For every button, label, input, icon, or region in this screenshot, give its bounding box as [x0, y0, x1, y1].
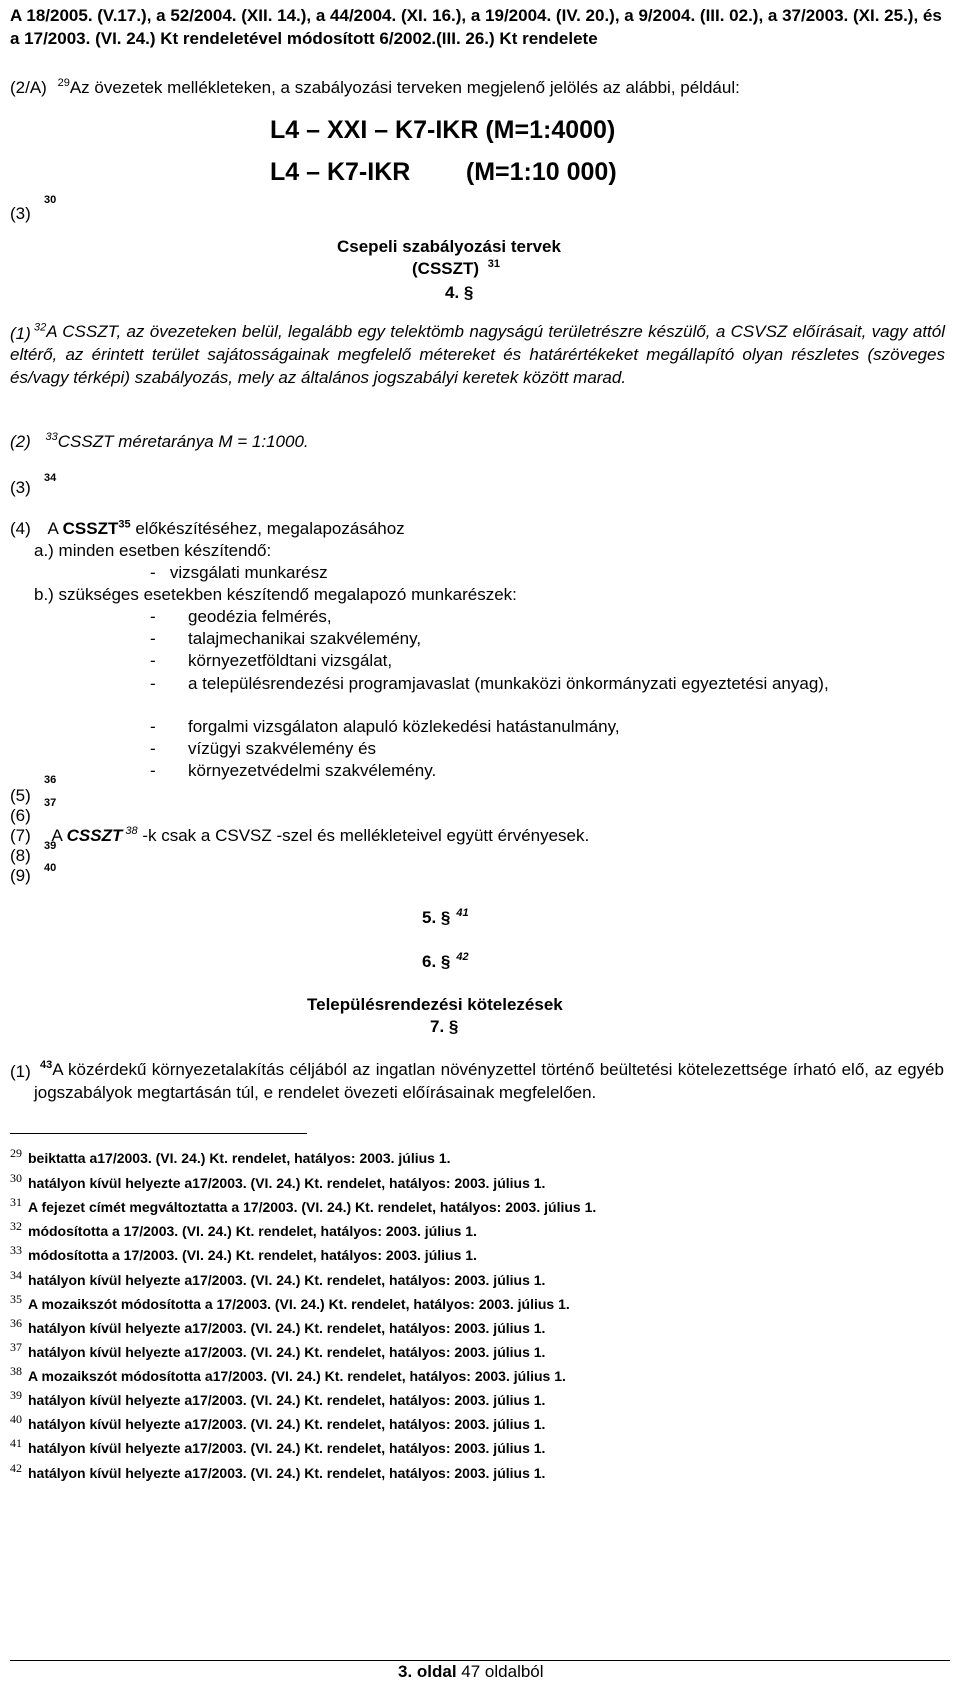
list-b-item: - környezetvédelmi szakvélemény. [150, 761, 437, 780]
footnote-item [10, 1340, 545, 1360]
footnote-ref: 40 [44, 862, 57, 874]
footnote-text: hatályon kívül helyezte a17/2003. (VI. 24.) Kt. rendelet, hatályos: 2003. július 1. [28, 1465, 546, 1481]
footnote-number: 36 [10, 1316, 22, 1330]
footnote-number: 29 [10, 1146, 22, 1160]
p7-abbrev: CSSZT [66, 826, 123, 845]
list-b-item-text: geodézia felmérés, [188, 607, 332, 626]
paragraph-4-lead [10, 519, 405, 539]
footnote-item [10, 1364, 566, 1384]
footnote-text: hatályon kívül helyezte a17/2003. (VI. 24.) Kt. rendelet, hatályos: 2003. július 1. [28, 1344, 546, 1360]
footnote-text: hatályon kívül helyezte a17/2003. (VI. 24.) Kt. rendelet, hatályos: 2003. július 1. [28, 1272, 546, 1288]
footnote-number: 30 [10, 1171, 22, 1185]
list-b-item-text: vízügyi szakvélemény és [188, 739, 377, 758]
page-indicator [398, 1662, 544, 1682]
footnote-number: 40 [10, 1412, 22, 1426]
footnote-item [10, 1412, 545, 1432]
footnote-number: 33 [10, 1243, 22, 1257]
paragraph-7 [10, 826, 589, 846]
paragraph-heading-5 [422, 908, 469, 928]
lead-text-rest: előkészítéséhez, megalapozásához [130, 519, 405, 538]
heading-label: 6. § [422, 952, 451, 971]
footnote-number: 39 [10, 1388, 22, 1402]
footnote-text: módosította a 17/2003. (VI. 24.) Kt. rendelet, hatályos: 2003. július 1. [28, 1223, 477, 1239]
paragraph-number: (1) [10, 1062, 31, 1081]
zoning-formula-1: L4 – XXI – K7-IKR (M=1:4000) [270, 116, 616, 144]
footnote-text: A fejezet címét megváltoztatta a 17/2003. (VI. 24.) Kt. rendelet, hatályos: 2003. július 1. [28, 1199, 597, 1215]
paragraph-text: CSSZT méretaránya M = 1:1000. [57, 432, 309, 451]
chapter-abbrev: (CSSZT) [412, 259, 480, 278]
footnote-ref: 36 [44, 774, 57, 786]
footnote-ref: 43 [40, 1059, 53, 1072]
footnote-number: 32 [10, 1219, 22, 1233]
lead-text: A [47, 519, 63, 538]
page-total: 47 oldalból [456, 1662, 544, 1681]
footnote-ref: 39 [44, 840, 57, 852]
list-b-item: - geodézia felmérés, [150, 607, 332, 626]
footnote-item [10, 1171, 545, 1191]
paragraph-number: (2/A) [10, 78, 47, 97]
list-b-item: - környezetföldtani vizsgálat, [150, 651, 393, 670]
p7-text-rest: -k csak a CSVSZ -szel és mellékleteivel együtt érvényesek. [137, 826, 590, 845]
footnote-text: beiktatta a17/2003. (VI. 24.) Kt. rendelet, hatályos: 2003. július 1. [28, 1150, 451, 1166]
paragraph-number: (7) [10, 826, 31, 845]
footnote-text: A mozaikszót módosította a 17/2003. (VI. 24.) Kt. rendelet, hatályos: 2003. július 1. [28, 1296, 570, 1312]
footnote-item [10, 1461, 545, 1481]
footnote-ref: 32 [34, 321, 47, 334]
paragraph-heading-4: 4. § [445, 283, 474, 302]
paragraph-7-1 [34, 1058, 944, 1104]
footnote-text: A mozaikszót módosította a17/2003. (VI. 24.) Kt. rendelet, hatályos: 2003. július 1. [28, 1368, 566, 1384]
page-number: 3. oldal [398, 1662, 457, 1681]
paragraph-6-number: (6) [10, 806, 31, 825]
footnote-ref: 34 [44, 472, 57, 484]
footnote-ref: 31 [487, 258, 501, 271]
zoning-formula-2: L4 – K7-IKR (M=1:10 000) [270, 158, 617, 186]
list-b-item-text: környezetföldtani vizsgálat, [188, 651, 393, 670]
footnote-item [10, 1219, 477, 1239]
list-b-item-text: környezetvédelmi szakvélemény. [188, 761, 437, 780]
paragraph-number: (2) [10, 432, 31, 451]
footnote-ref: 41 [456, 907, 469, 920]
paragraph-number: (1) [10, 324, 31, 343]
document-header: A 18/2005. (V.17.), a 52/2004. (XII. 14.), a 44/2004. (XI. 16.), a 19/2004. (IV. 20.), a 9/2004. (III. 02.), a 37/2003. (XI. 25.), és a 17/2003. (VI. 24.) Kt rendeletével módosított 6/2002.(III. 26.) Kt rendelete [10, 6, 942, 48]
footnote-number: 42 [10, 1461, 22, 1475]
paragraph-text: Az övezetek mellékleteken, a szabályozási terveken megjelenő jelölés az alábbi, például: [69, 78, 740, 97]
footnote-text: hatályon kívül helyezte a17/2003. (VI. 24.) Kt. rendelet, hatályos: 2003. július 1. [28, 1392, 546, 1408]
footnote-number: 34 [10, 1268, 22, 1282]
chapter-title: Településrendezési kötelezések [307, 995, 563, 1014]
list-a-item: - vizsgálati munkarész [150, 563, 328, 582]
list-a-label: a.) minden esetben készítendő: [34, 541, 272, 560]
footnote-text: hatályon kívül helyezte a17/2003. (VI. 24.) Kt. rendelet, hatályos: 2003. július 1. [28, 1416, 546, 1432]
paragraph-number: (4) [10, 519, 31, 538]
footnote-item [10, 1388, 545, 1408]
footnote-text: hatályon kívül helyezte a17/2003. (VI. 24.) Kt. rendelet, hatályos: 2003. július 1. [28, 1320, 546, 1336]
footnote-number: 37 [10, 1340, 22, 1354]
footnote-item [10, 1436, 545, 1456]
lead-abbrev: CSSZT [62, 519, 119, 538]
footnote-ref: 35 [118, 518, 131, 531]
paragraph-3a-number: (3) [10, 204, 31, 223]
paragraph-8-number: (8) [10, 846, 31, 865]
footnote-ref: 33 [45, 431, 58, 444]
footnote-number: 38 [10, 1364, 22, 1378]
paragraph-text: A CSSZT, az övezeteken belül, legalább egy telektömb nagyságú területrészre készülő, a CSVSZ előírásait, vagy attól eltérő, az érintett terület sajátosságainak megfelelő métereket és határértékeket megállapító olyan részletes (szöveges és/vagy térképi) szabályozás, mely az általános jogszabályi keretek között marad. [10, 322, 945, 387]
list-b-item-text: a településrendezési programjavaslat (munkaközi önkormányzati egyeztetési anyag), [188, 674, 829, 693]
footnote-ref: 42 [456, 951, 469, 964]
heading-label: 5. § [422, 908, 451, 927]
paragraph-3-number: (3) [10, 478, 31, 497]
list-b-item: - talajmechanikai szakvélemény, [150, 629, 422, 648]
footnote-number: 31 [10, 1195, 22, 1209]
paragraph-2a [10, 78, 740, 98]
paragraph-5-number: (5) [10, 786, 31, 805]
footnote-item [10, 1292, 570, 1312]
footnote-text: hatályon kívül helyezte a17/2003. (VI. 24.) Kt. rendelet, hatályos: 2003. július 1. [28, 1175, 546, 1191]
paragraph-heading-7: 7. § [430, 1017, 459, 1036]
paragraph-text: A közérdekű környezetalakítás céljából az ingatlan növényzettel történő beültetési kötelezettsége írható elő, az egyéb jogszabályok megtartásán túl, e rendelet övezeti előírásainak megfelelően. [34, 1060, 944, 1102]
footnote-item [10, 1268, 545, 1288]
footnote-text: hatályon kívül helyezte a17/2003. (VI. 24.) Kt. rendelet, hatályos: 2003. július 1. [28, 1440, 546, 1456]
list-b-item-text: talajmechanikai szakvélemény, [188, 629, 422, 648]
footnote-separator [10, 1133, 307, 1134]
p7-text: A [51, 826, 67, 845]
footnote-number: 35 [10, 1292, 22, 1306]
footnote-text: módosította a 17/2003. (VI. 24.) Kt. rendelet, hatályos: 2003. július 1. [28, 1247, 477, 1263]
paragraph-heading-6 [422, 952, 469, 972]
footer-rule [10, 1660, 950, 1661]
footnote-item [10, 1195, 596, 1215]
footnote-ref: 37 [44, 797, 57, 809]
footnote-ref: 30 [44, 194, 57, 206]
chapter-subtitle [412, 259, 500, 279]
list-b-item-text: forgalmi vizsgálaton alapuló közlekedési hatástanulmány, [188, 717, 620, 736]
footnote-item [10, 1316, 545, 1336]
footnote-ref: 38 [125, 825, 138, 838]
footnote-item [10, 1146, 451, 1166]
paragraph-2 [10, 432, 309, 452]
paragraph-1 [10, 320, 945, 389]
chapter-title: Csepeli szabályozási tervek [337, 237, 561, 256]
paragraph-9-number: (9) [10, 866, 31, 885]
footnote-ref: 29 [57, 77, 70, 90]
list-b-item: - vízügyi szakvélemény és [150, 739, 377, 758]
list-b-label: b.) szükséges esetekben készítendő megalapozó munkarészek: [34, 585, 517, 604]
list-b-item: - a településrendezési programjavaslat (munkaközi önkormányzati egyeztetési anyag), [150, 673, 942, 695]
footnote-number: 41 [10, 1436, 22, 1450]
footnote-item [10, 1243, 477, 1263]
list-b-item: - forgalmi vizsgálaton alapuló közlekedési hatástanulmány, [150, 717, 620, 736]
